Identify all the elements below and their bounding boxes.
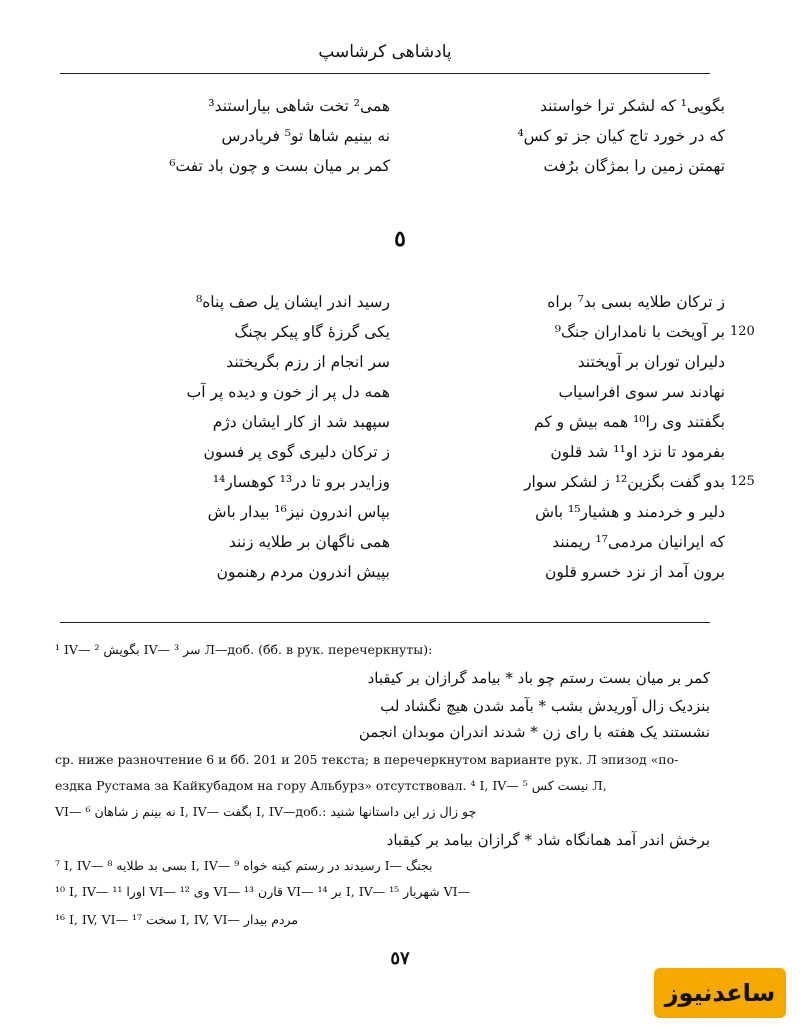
verse-line: ز ترکان طلایه بسی بد⁷ براه xyxy=(547,293,725,311)
line-number: 125 xyxy=(730,474,755,489)
verse-line: رسید اندر ایشان یل صف پناه⁸ xyxy=(195,293,390,311)
verse-line: وزایدر برو تا در¹³ کوهسار¹⁴ xyxy=(212,473,390,491)
footnote-line: نشستند یک هفته با رای زن * شدند اندران موبدان انجمن xyxy=(358,723,710,741)
verse-line: همی² تخت شاهی بیاراستند³ xyxy=(208,97,390,115)
verse-line: نهادند سر سوی افراسیاب xyxy=(558,383,725,401)
footnote-line: ср. ниже разночтение 6 и бб. 201 и 205 текста; в перечеркнутом варианте рук. Л эпизод «по- xyxy=(55,752,679,767)
footnote-line: ¹⁶ I, IV, VI— سخت ¹⁷ I, IV, VI— مردم بیدار xyxy=(55,912,299,927)
footnote-line: ездка Рустама за Кайкубадом на гору Альбурз» отсутствовал. ⁴ I, IV— نیست کس ⁵ Л, xyxy=(55,778,607,793)
footnote-line: بنزدیک زال آوریدش بشب * بآمد شدن هیچ نگشاد لب xyxy=(380,697,710,715)
page-number: ٥٧ xyxy=(390,948,410,969)
footnote-line: VI— نه بینم ز شاهان ⁶ I, IV— بگفت I, IV—доб.: چو زال زر این داستانها شنید xyxy=(55,804,477,819)
verse-line: سر انجام از رزم بگریختند xyxy=(226,353,390,371)
watermark-logo: ساعدنیوز xyxy=(654,968,786,1018)
verse-line: همی ناگهان بر طلایه زنند xyxy=(228,533,390,551)
header-rule xyxy=(60,73,710,74)
verse-line: بگفتند وی را¹⁰ همه بیش و کم xyxy=(534,413,725,431)
verse-line: که در خورد تاج کیان جز تو کس⁴ xyxy=(517,127,725,145)
verse-line: بفرمود تا نزد او¹¹ شد قلون xyxy=(550,443,725,461)
verse-line: دلیر و خردمند و هشیار¹⁵ باش xyxy=(535,503,725,521)
verse-line: بدو گفت بگزین¹² ز لشکر سوار xyxy=(524,473,725,491)
verse-line: بپاس اندرون نیز¹⁶ بیدار باش xyxy=(207,503,390,521)
verse-line: یکی گرزهٔ گاو پیکر بچنگ xyxy=(234,323,390,341)
footnote-line: ¹⁰ I, IV— اورا ¹¹ VI— وی ¹² VI— قارن ¹³ VI— بر ¹⁴ I, IV— شهریار ¹⁵ VI— xyxy=(55,884,471,899)
verse-line: تهمتن زمین را بمژگان برُفت xyxy=(543,157,725,175)
verse-line: کمر بر میان بست و چون باد تفت⁶ xyxy=(169,157,390,175)
footnote-line: ⁷ I, IV— بسی بد طلایه ⁸ I, IV— رسیدند در رستم کینه خواه ⁹ I— بجنگ xyxy=(55,858,433,873)
verse-line: برون آمد از نزد خسرو قلون xyxy=(544,563,725,581)
footnote-line: کمر بر میان بست رستم چو باد * بیامد گرازان بر کیقباد xyxy=(367,669,710,687)
footnote-line: برخش اندر آمد همانگاه شاد * گرازان بیامد بر کیقباد xyxy=(386,831,710,849)
verse-line: سپهبد شد از کار ایشان دژم xyxy=(212,413,390,431)
footnote-line: ¹ IV— بگویش ² IV— سر ³ Л—доб. (бб. в рук. перечеркнуты): xyxy=(55,642,433,657)
verse-line: دلیران توران بر آویختند xyxy=(577,353,725,371)
verse-line: که ایرانیان مردمی¹⁷ ریمنند xyxy=(552,533,725,551)
running-header: پادشاهی کرشاسپ xyxy=(318,42,452,62)
footnote-rule xyxy=(60,622,710,623)
section-number: ٥ xyxy=(394,226,406,252)
verse-line: بگویی¹ که لشکر ترا خواستند xyxy=(540,97,725,115)
verse-line: همه دل پر از خون و دیده پر آب xyxy=(186,383,390,401)
verse-line: بپیش اندرون مردم رهنمون xyxy=(216,563,390,581)
line-number: 120 xyxy=(730,324,755,339)
verse-line: بر آویخت با نامداران جنگ⁹ xyxy=(554,323,725,341)
verse-line: نه بینیم شاها تو⁵ فریادرس xyxy=(221,127,390,145)
verse-line: ز ترکان دلیری گوی پر فسون xyxy=(203,443,390,461)
